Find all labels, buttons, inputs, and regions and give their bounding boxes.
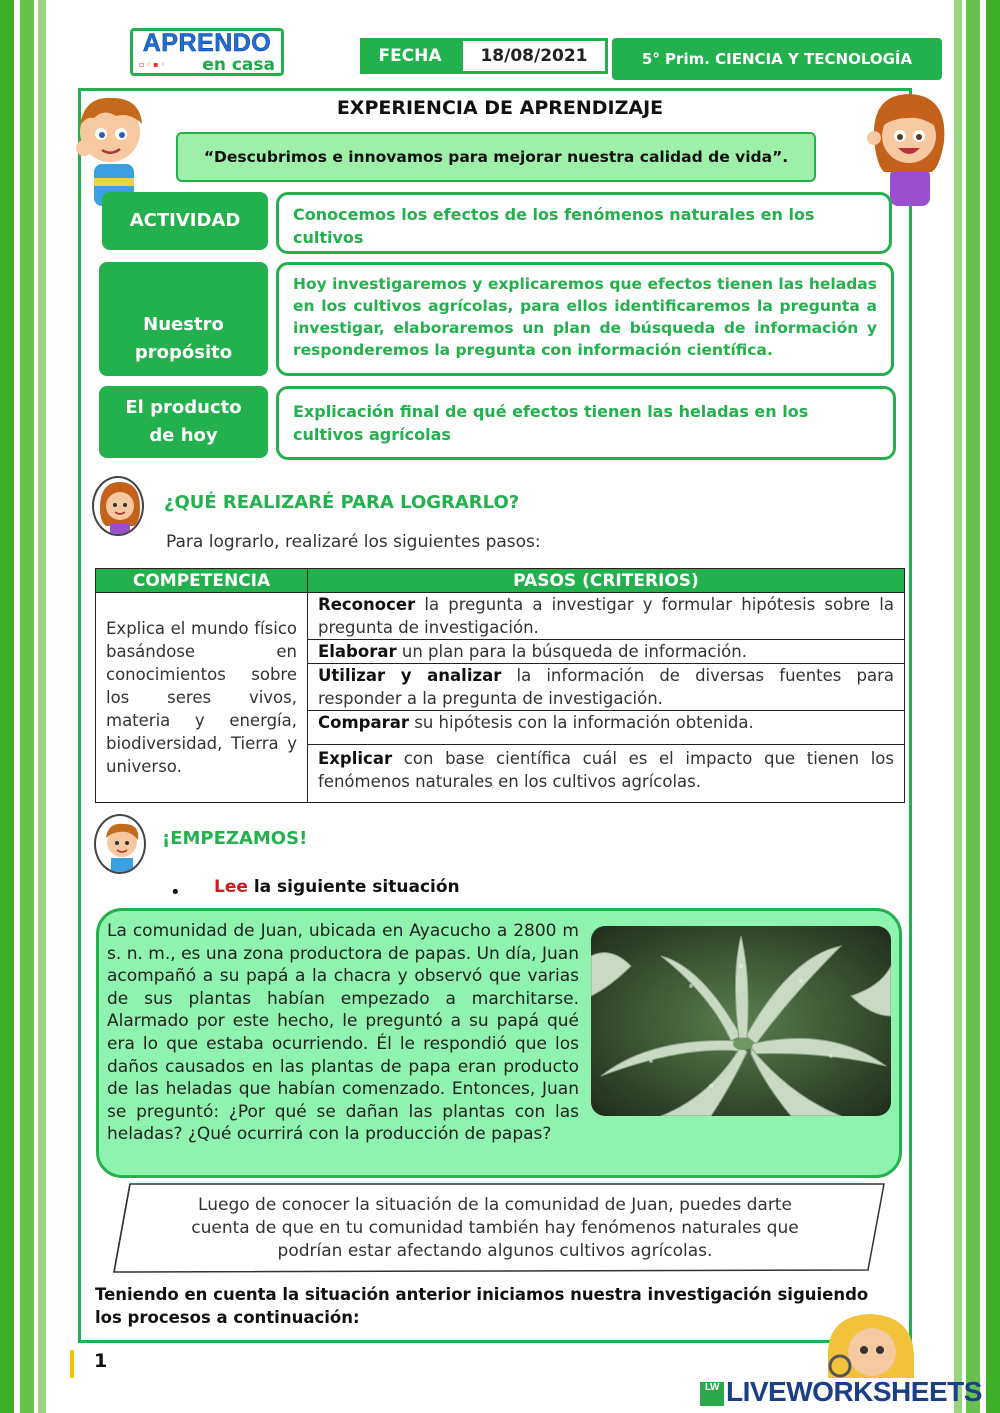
table-row: Utilizar y analizar la información de diversas fuentes para responder a la pregunta de investigación. [308,664,905,711]
logo-top-text: APRENDO [142,29,272,57]
actividad-label: ACTIVIDAD [102,192,268,250]
fecha-value: 18/08/2021 [460,38,608,74]
page-number: 1 [94,1350,108,1372]
table-header-competencia: COMPETENCIA [96,569,308,593]
final-instruction: Teniendo en cuenta la situación anterior iniciamos nuestra investigación siguiendo los procesos a continuación: [95,1285,869,1327]
detective-girl-illustration [818,1308,928,1378]
competencia-table [95,568,905,803]
situation-text-container [107,920,891,1146]
liveworksheets-icon: LW [700,1382,724,1406]
fecha-label: FECHA [360,38,460,74]
producto-value: Explicación final de qué efectos tienen las heladas en los cultivos agrícolas [276,386,896,460]
proposito-value: Hoy investigaremos y explicaremos que efectos tienen las heladas en los cultivos agrícolas, para ellos identificaremos la pregunta a investigar, elaboraremos un plan de búsqueda de información y responderemos la pregunta con información científica. [276,262,894,376]
bullet: • [170,882,181,903]
girl-avatar [92,476,144,536]
table-row: Comparar su hipótesis con la información obtenida. [308,711,905,745]
lee-instruction: Lee la siguiente situación [214,877,460,897]
section-title-empezamos: ¡EMPEZAMOS! [162,828,308,849]
situation-text: La comunidad de Juan, ubicada en Ayacucho a 2800 m s. n. m., es una zona productora de papas. Un día, Juan acompañó a su papá a la chacra y observó que varias de sus plantas habían empezado a marchitarse. Alarmado por este hecho, le preguntó a su papá qué era lo que estaba ocurriendo. Él le respondió que los daños causados en las plantas de papa eran producto de las heladas que habían comenzado. Entonces, Juan se preguntó: ¿Por qué se dañan las plantas con las heladas? ¿Qué ocurrirá con la producción de papas? [107,921,579,1145]
experience-title: EXPERIENCIA DE APRENDIZAJE [336,97,664,119]
grade-subject-badge: 5° Prim. CIENCIA Y TECNOLOGÍA [612,38,942,80]
aprendo-en-casa-logo [130,28,284,76]
proposito-label: Nuestro propósito [99,262,268,376]
table-row: Reconocer la pregunta a investigar y formular hipótesis sobre la pregunta de investigación. [308,593,905,640]
producto-label: El producto de hoy [99,386,268,458]
boy-avatar [94,814,146,874]
table-row: Explicar con base científica cuál es el impacto que tienen los fenómenos naturales en los cultivos agrícolas. [308,745,905,803]
reflection-text: Luego de conocer la situación de la comunidad de Juan, puedes darte cuenta de que en tu comunidad también hay fenómenos naturales que podrían estar afectando algunos cultivos agrícolas. [191,1195,799,1261]
frosted-plant-photo [591,926,891,1116]
actividad-value: Conocemos los efectos de los fenómenos naturales en los cultivos [276,192,892,254]
liveworksheets-logo: LW LIVEWORKSHEETS [700,1376,982,1408]
table-header-pasos: PASOS (CRITERIOS) [308,569,905,593]
logo-bottom-text: en casa [202,55,275,75]
section-intro: Para lograrlo, realizaré los siguientes pasos: [166,532,541,552]
logo-dots: ▫◦▪◦ [139,60,168,69]
page-number-bar [70,1350,74,1378]
section-title-lograrlo: ¿QUÉ REALIZARÉ PARA LOGRARLO? [164,492,520,513]
lema-banner: “Descubrimos e innovamos para mejorar nuestra calidad de vida”. [176,132,816,182]
right-decorative-border [954,0,1000,1413]
left-decorative-border [0,0,46,1413]
table-row: Elaborar un plan para la búsqueda de información. [308,640,905,664]
competencia-description: Explica el mundo físico basándose en conocimientos sobre los seres vivos, materia y energía, biodiversidad, Tierra y universo. [96,593,308,803]
